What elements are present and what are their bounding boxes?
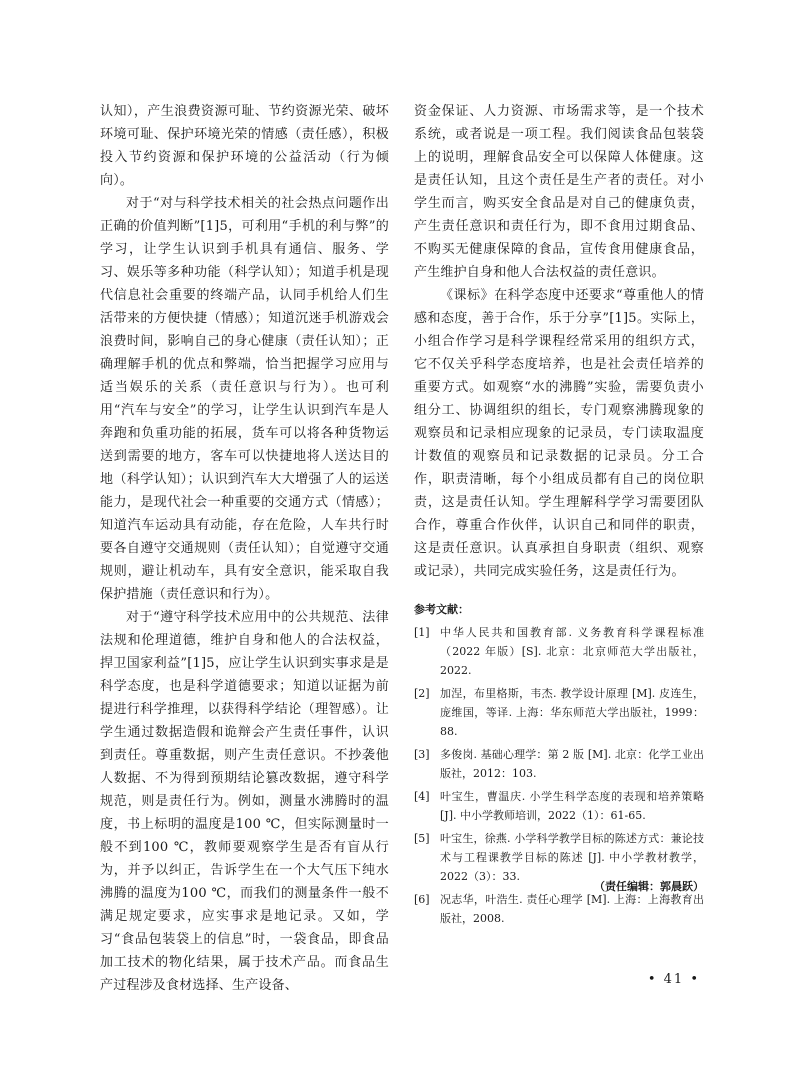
body-paragraph: 对于“对与科学技术相关的社会热点问题作出正确的价值判断”[1]5，可利用“手机的利与弊”的学习，让学生认识到手机具有通信、服务、学习、娱乐等多种功能（科学认知）；知道手机是现代信息社会重要的终端产品，认同手机给人们生活带来的方便快捷（情感）；知道沉迷手机游戏会浪费时间，影响自己的身心健康（责任认知）；正确理解手机的优点和弊端，恰当把握学习应用与适当娱乐的关系（责任意识与行为）。也可利用“汽车与安全”的学习，让学生认识到汽车是人奔跑和负重功能的拓展，货车可以将各种货物运送到需要的地方，客车可以快捷地将人送达目的地（科学认知）；认识到汽车大大增强了人的运送能力，是现代社会一种重要的交通方式（情感）；知道汽车运动具有动能，存在危险，人车共行时要各自遵守交通规则（责任认知）；自觉遵守交通规则，避让机动车，具有安全意识，能采取自我保护措施（责任意识和行为）。	[100, 196, 389, 602]
body-paragraph: 认知），产生浪费资源可耻、节约资源光荣、破坏环境可耻、保护环境光荣的情感（责任感），积极投入节约资源和保护环境的公益活动（行为倾向）。	[100, 104, 389, 188]
reference-item	[414, 745, 704, 783]
reference-text: 中华人民共和国教育部. 义务教育科学课程标准（2022 年版）[S]. 北京：北京师范大学出版社，2022.	[440, 626, 704, 677]
reference-number: [5]	[414, 832, 430, 845]
reference-text: 加涅，布里格斯，韦杰. 教学设计原理 [M]. 皮连生，庞维国，等译. 上海：华东师范大学出版社，1999：88.	[440, 687, 704, 738]
references-heading: 参考文献：	[414, 603, 469, 616]
reference-number: [6]	[414, 893, 430, 906]
reference-text: 多俊岗. 基础心理学：第 2 版 [M]. 北京：化学工业出版社，2012：103.	[440, 748, 704, 780]
page-number: • 41 •	[647, 972, 700, 987]
reference-number: [2]	[414, 687, 430, 700]
left-column	[100, 100, 389, 997]
reference-number: [1]	[414, 626, 430, 639]
reference-item	[414, 684, 704, 741]
right-column	[414, 100, 704, 932]
reference-item	[414, 787, 704, 825]
body-paragraph: 对于“遵守科学技术应用中的公共规范、法律法规和伦理道德，维护自身和他人的合法权益，捍卫国家利益”[1]5，应让学生认识到实事求是是科学态度，也是科学道德要求；知道以证据为前提进行科学推理，以获得科学结论（理智感）。让学生通过数据造假和诡辩会产生责任事件，认识到责任。尊重数据，则产生责任意识。不抄袭他人数据、不为得到预期结论篡改数据，遵守科学规范，则是责任行为。例如，测量水沸腾时的温度，书上标明的温度是100 ℃，但实际测量时一般不到100 ℃，教师要观察学生是否有盲从行为，并予以纠正，告诉学生在一个大气压下纯水沸腾的温度为100 ℃，而我们的测量条件一般不满足规定要求，应实事求是地记录。又如，学习“食品包装袋上的信息”时，一袋食品，即食品加工技术的物化结果，属于技术产品。而食品生产过程涉及食材选择、生产设备、	[100, 610, 389, 993]
reference-item	[414, 890, 704, 928]
reference-text: 叶宝生，徐燕. 小学科学教学目标的陈述方式：兼论技术与工程课教学目标的陈述 [J]. 中小学教材教学，2022（3）：33.	[440, 832, 704, 883]
reference-number: [3]	[414, 748, 430, 761]
reference-text: 况志华，叶浩生. 责任心理学 [M]. 上海：上海教育出版社，2008.	[440, 893, 704, 925]
reference-text: 叶宝生，曹温庆. 小学生科学态度的表现和培养策略 [J]. 中小学教师培训，2022（1）：61-65.	[440, 790, 704, 822]
reference-number: [4]	[414, 790, 430, 803]
reference-item	[414, 623, 704, 680]
body-paragraph: 资金保证、人力资源、市场需求等，是一个技术系统，或者说是一项工程。我们阅读食品包装袋上的说明，理解食品安全可以保障人体健康。这是责任认知，且这个责任是生产者的责任。对小学生而言，购买安全食品是对自己的健康负责，产生责任意识和责任行为，即不食用过期食品、不购买无健康保障的食品，宣传食用健康食品，产生维护自身和他人合法权益的责任意识。	[414, 104, 704, 280]
editor-credit: （责任编辑：郭晨跃）	[594, 880, 704, 893]
body-paragraph: 《课标》在科学态度中还要求“尊重他人的情感和态度，善于合作，乐于分享”[1]5。实际上，小组合作学习是科学课程经常采用的组织方式，它不仅关乎科学态度培养，也是社会责任培养的重要方式。如观察“水的沸腾”实验，需要负责小组分工、协调组织的组长，专门观察沸腾现象的观察员和记录相应现象的记录员，专门读取温度计数值的观察员和记录数据的记录员。分工合作，职责清晰，每个小组成员都有自己的岗位职责，这是责任认知。学生理解科学学习需要团队合作，尊重合作伙伴，认识自己和同伴的职责，这是责任意识。认真承担自身职责（组织、观察或记录），共同完成实验任务，这是责任行为。	[414, 288, 704, 579]
